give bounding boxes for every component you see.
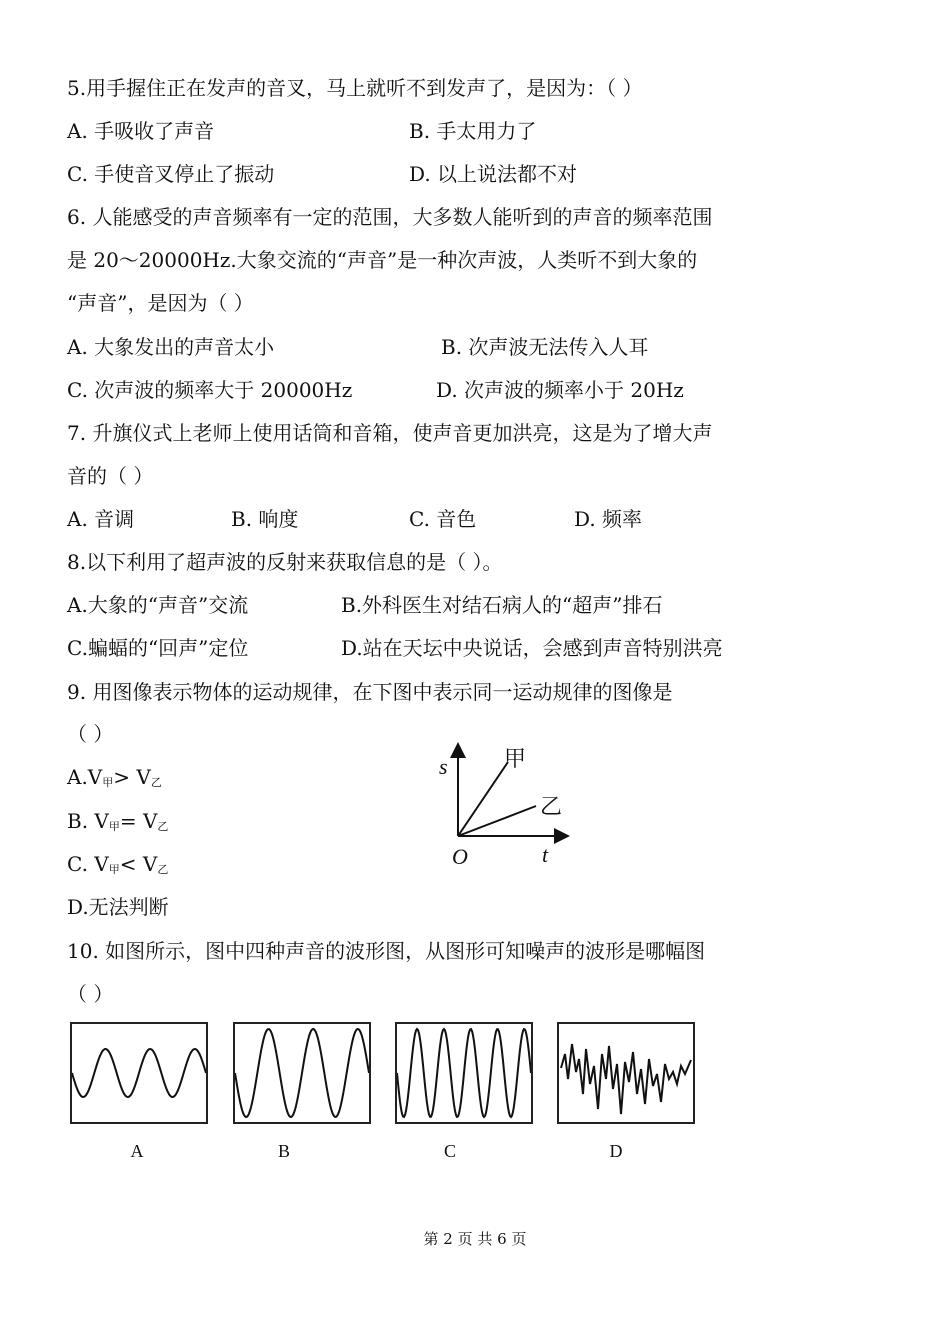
line-jia [458, 762, 508, 836]
waveform-c [395, 1022, 533, 1124]
q7-option-c: C. 音色 [409, 507, 477, 531]
waveform-d-noise [561, 1044, 691, 1114]
q9-option-a: A.V甲> V乙 [67, 765, 162, 789]
q6-option-a: A. 大象发出的声音太小 [67, 335, 275, 359]
line-jia-label: 甲 [504, 747, 527, 772]
waveform-label-a: A [130, 1141, 144, 1161]
origin-label: O [452, 844, 468, 869]
q6-option-d: D. 次声波的频率小于 20Hz [436, 378, 684, 402]
q7-option-b: B. 响度 [231, 507, 299, 531]
q6-option-b: B. 次声波无法传入人耳 [441, 335, 649, 359]
line-yi [458, 806, 536, 836]
waveform-a-curve [72, 1049, 206, 1097]
q5-option-c: C. 手使音叉停止了振动 [67, 162, 275, 186]
page-footer: 第 2 页 共 6 页 [423, 1230, 527, 1248]
q6-stem-line1: 6. 人能感受的声音频率有一定的范围，大多数人能听到的声音的频率范围 [67, 205, 713, 229]
q8-option-d: D.站在天坛中央说话，会感到声音特别洪亮 [341, 636, 723, 660]
q7-stem-line1: 7. 升旗仪式上老师上使用话筒和音箱，使声音更加洪亮，这是为了增大声 [67, 421, 713, 445]
q9-paren: （ ） [67, 722, 114, 746]
y-axis-label: s [439, 754, 448, 779]
q6-stem-line2: 是 20～20000Hz.大象交流的“声音”是一种次声波，人类听不到大象的 [67, 248, 698, 272]
waveform-label-d: D [609, 1141, 623, 1161]
waveform-d [557, 1022, 695, 1124]
q8-option-c: C.蝙蝠的“回声”定位 [67, 636, 249, 660]
waveform-label-c: C [443, 1141, 456, 1161]
q9-option-d: D.无法判断 [67, 895, 169, 919]
q5-option-b: B. 手太用力了 [409, 119, 537, 143]
q10-stem: 10. 如图所示，图中四种声音的波形图，从图形可知噪声的波形是哪幅图 [67, 939, 706, 963]
x-axis-label: t [542, 842, 549, 867]
st-graph [430, 740, 580, 870]
line-yi-label: 乙 [540, 795, 563, 820]
q7-stem-line2: 音的（ ） [67, 464, 154, 488]
q9-stem: 9. 用图像表示物体的运动规律，在下图中表示同一运动规律的图像是 [67, 680, 673, 704]
q8-stem: 8.以下利用了超声波的反射来获取信息的是（ ）。 [67, 550, 503, 574]
q6-stem-line3: “声音”，是因为（ ） [67, 291, 254, 315]
q9-option-c: C. V甲< V乙 [67, 852, 169, 876]
q7-option-a: A. 音调 [67, 507, 135, 531]
q10-paren: （ ） [67, 982, 114, 1006]
q5-stem: 5.用手握住正在发声的音叉，马上就听不到发声了，是因为：（ ） [67, 76, 643, 100]
q6-option-c: C. 次声波的频率大于 20000Hz [67, 378, 353, 402]
q5-option-d: D. 以上说法都不对 [409, 162, 578, 186]
q8-option-a: A.大象的“声音”交流 [67, 593, 249, 617]
waveform-b [233, 1022, 371, 1124]
waveform-c-curve [397, 1029, 531, 1117]
q9-option-b: B. V甲= V乙 [67, 809, 169, 833]
waveform-a [70, 1022, 208, 1124]
waveform-b-curve [235, 1029, 369, 1117]
waveform-label-b: B [277, 1141, 290, 1161]
q8-option-b: B.外科医生对结石病人的“超声”排石 [341, 593, 663, 617]
q7-option-d: D. 频率 [574, 507, 643, 531]
q5-option-a: A. 手吸收了声音 [67, 119, 215, 143]
